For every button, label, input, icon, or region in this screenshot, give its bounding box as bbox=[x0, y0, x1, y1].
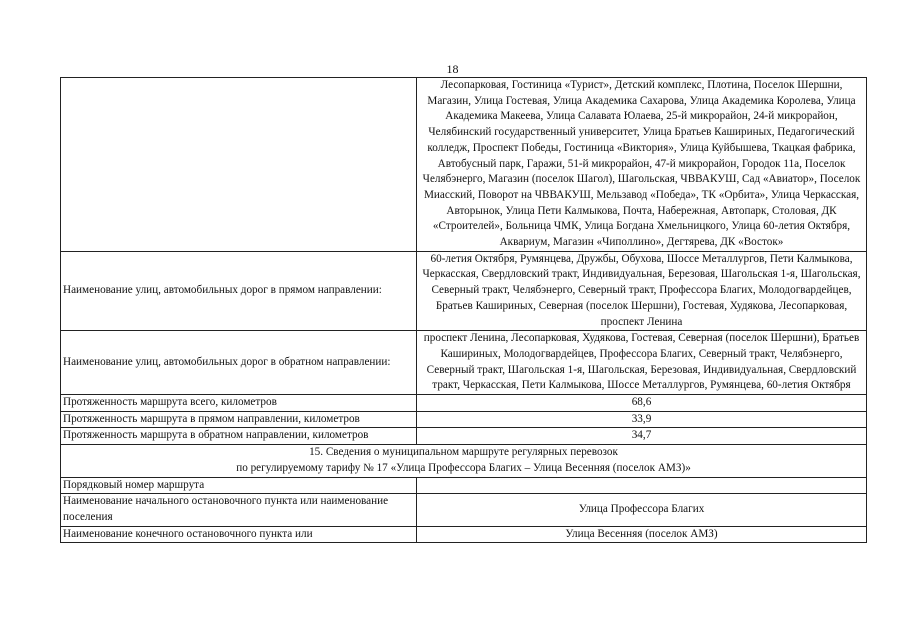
table-row bbox=[61, 331, 867, 395]
section-header-row bbox=[61, 445, 867, 477]
row-label: Наименование улиц, автомобильных дорог в обратном направлении: bbox=[61, 331, 417, 395]
forward-streets: 60-летия Октября, Румянцева, Дружбы, Обухова, Шоссе Металлургов, Пети Калмыкова, Черкасская, Свердловский тракт, Индивидуальная, Березовая, Шагольская 1-я, Шагольская, Северный тракт, Челябэнерго, Северный тракт, Профессора Благих, Молодогвардейцев, Братьев Кашириных, Северная (поселок Шершни), Гостевая, Худякова, Лесопарковая, проспект Ленина bbox=[417, 251, 867, 331]
row-label: Наименование начального остановочного пункта или наименование поселения bbox=[61, 494, 417, 526]
end-stop: Улица Весенняя (поселок АМЗ) bbox=[417, 526, 867, 543]
row-label bbox=[61, 78, 417, 252]
table-row bbox=[61, 494, 867, 526]
row-label: Протяженность маршрута в прямом направлении, километров bbox=[61, 411, 417, 428]
table-row bbox=[61, 526, 867, 543]
reverse-length: 34,7 bbox=[417, 428, 867, 445]
table-row bbox=[61, 251, 867, 331]
row-label: Наименование конечного остановочного пункта или bbox=[61, 526, 417, 543]
route-info-table bbox=[60, 77, 867, 543]
table-row bbox=[61, 411, 867, 428]
row-label: Наименование улиц, автомобильных дорог в прямом направлении: bbox=[61, 251, 417, 331]
section-header bbox=[61, 445, 867, 477]
row-label: Порядковый номер маршрута bbox=[61, 477, 417, 494]
table-row bbox=[61, 477, 867, 494]
row-label: Протяженность маршрута в обратном направлении, километров bbox=[61, 428, 417, 445]
start-stop: Улица Профессора Благих bbox=[417, 494, 867, 526]
forward-length: 33,9 bbox=[417, 411, 867, 428]
section-subtitle: по регулируемому тарифу № 17 «Улица Профессора Благих – Улица Весенняя (поселок АМЗ)» bbox=[236, 461, 691, 474]
page-number: 18 bbox=[446, 62, 459, 76]
route-number bbox=[417, 477, 867, 494]
table-row bbox=[61, 428, 867, 445]
section-title: 15. Сведения о муниципальном маршруте регулярных перевозок bbox=[309, 446, 618, 459]
row-label: Протяженность маршрута всего, километров bbox=[61, 395, 417, 412]
table-row bbox=[61, 78, 867, 252]
total-length: 68,6 bbox=[417, 395, 867, 412]
stops-list: Лесопарковая, Гостиница «Турист», Детский комплекс, Плотина, Поселок Шершни, Магазин, Улица Гостевая, Улица Академика Сахарова, Улица Академика Королева, Улица Академика Макеева, Улица Салавата Юлаева, 25-й микрорайон, 24-й микрорайон, Челябинский государственный университет, Улица Братьев Кашириных, Педагогический колледж, Проспект Победы, Гостиница «Виктория», Улица Куйбышева, Ткацкая фабрика, Автобусный парк, Гаражи, 51-й микрорайон, 47-й микрорайон, Городок 11а, Поселок Челябэнерго, Магазин (поселок Шагол), Шагольская, ЧВВАКУШ, Сад «Авиатор», Поселок Миасский, Поворот на ЧВВАКУШ, Мельзавод «Победа», ТК «Орбита», Улица Черкасская, Авторынок, Улица Пети Калмыкова, Почта, Набережная, Автопарк, Столовая, ДК «Строителей», Больница ЧМК, Улица Богдана Хмельницкого, Улица 60-летия Октября, Аквариум, Магазин «Чиполлино», Дегтярева, ДК «Восток» bbox=[417, 78, 867, 252]
reverse-streets: проспект Ленина, Лесопарковая, Худякова, Гостевая, Северная (поселок Шершни), Братьев Кашириных, Молодогвардейцев, Профессора Благих, Северный тракт, Челябэнерго, Северный тракт, Шагольская 1-я, Шагольская, Березовая, Индивидуальная, Свердловский тракт, Черкасская, Пети Калмыкова, Шоссе Металлургов, Румянцева, 60-летия Октября bbox=[417, 331, 867, 395]
table-row bbox=[61, 395, 867, 412]
